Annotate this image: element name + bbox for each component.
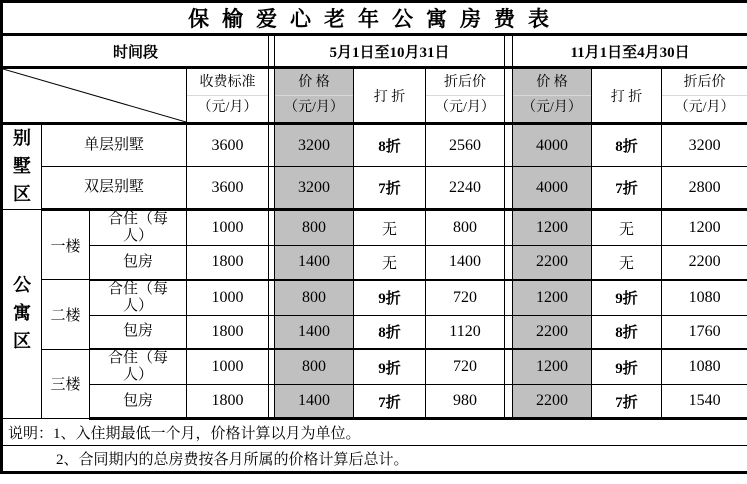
price-1: 800 [275, 210, 354, 246]
table-row [2, 385, 747, 419]
discounted-1: 1400 [426, 246, 505, 280]
price-2: 2200 [513, 315, 592, 349]
col-header-discount-1: 打 折 [354, 68, 426, 124]
col-header-discount-2: 打 折 [592, 68, 662, 124]
discount-1: 无 [354, 246, 426, 280]
room-type: 单层别墅 [42, 124, 187, 167]
price-2: 2200 [513, 246, 592, 280]
price-2: 4000 [513, 124, 592, 167]
header-period-winter: 11月1日至4月30日 [513, 35, 747, 68]
floor-label: 一楼 [42, 210, 90, 280]
section-separator [505, 124, 513, 167]
room-type: 包房 [90, 246, 187, 280]
discount-1: 7折 [354, 385, 426, 419]
standard-price: 1800 [187, 315, 269, 349]
floor-label: 二楼 [42, 280, 90, 350]
price-2: 2200 [513, 385, 592, 419]
table-row [2, 349, 747, 385]
section-separator [505, 349, 513, 385]
section-separator [505, 246, 513, 280]
note-2: 2、合同期内的总房费按各月所属的价格计算后总计。 [2, 446, 747, 473]
discount-1: 8折 [354, 124, 426, 167]
col-header-price-2: 价 格 （元/月） [513, 68, 592, 124]
col-header-standard: 收费标准 （元/月） [187, 68, 269, 124]
standard-price: 1800 [187, 246, 269, 280]
room-type: 包房 [90, 385, 187, 419]
table-row [2, 446, 747, 473]
discount-2: 8折 [592, 124, 662, 167]
floor-label: 三楼 [42, 349, 90, 419]
discounted-1: 2560 [426, 124, 505, 167]
discount-1: 无 [354, 210, 426, 246]
page-title: 保榆爱心老年公寓房费表 [2, 2, 747, 35]
standard-price: 1000 [187, 349, 269, 385]
discount-1: 9折 [354, 349, 426, 385]
room-type: 合住（每人） [90, 349, 187, 385]
header-time-period: 时间段 [2, 35, 269, 68]
price-1: 3200 [275, 124, 354, 167]
diagonal-line [3, 69, 186, 122]
col-header-price-1: 价 格 （元/月） [275, 68, 354, 124]
room-type: 合住（每人） [90, 280, 187, 316]
standard-price: 1000 [187, 210, 269, 246]
section-separator [505, 315, 513, 349]
table-row [2, 315, 747, 349]
price-1: 800 [275, 280, 354, 316]
discounted-2: 1200 [662, 210, 747, 246]
discount-2: 9折 [592, 280, 662, 316]
col-header-discounted-1: 折后价 （元/月） [426, 68, 505, 124]
discount-2: 7折 [592, 385, 662, 419]
discounted-2: 1760 [662, 315, 747, 349]
discount-2: 无 [592, 246, 662, 280]
price-2: 1200 [513, 349, 592, 385]
price-1: 800 [275, 349, 354, 385]
discount-1: 7折 [354, 167, 426, 210]
discount-2: 9折 [592, 349, 662, 385]
price-1: 1400 [275, 315, 354, 349]
discounted-1: 980 [426, 385, 505, 419]
room-type: 包房 [90, 315, 187, 349]
discounted-2: 1540 [662, 385, 747, 419]
table-row [2, 419, 747, 446]
discount-2: 无 [592, 210, 662, 246]
table-row [2, 280, 747, 316]
section-separator [505, 210, 513, 246]
section-separator [505, 385, 513, 419]
table-row [2, 246, 747, 280]
room-type: 双层别墅 [42, 167, 187, 210]
standard-price: 1000 [187, 280, 269, 316]
header-period-summer: 5月1日至10月31日 [275, 35, 505, 68]
standard-price: 3600 [187, 167, 269, 210]
price-2: 1200 [513, 210, 592, 246]
discount-1: 9折 [354, 280, 426, 316]
section-separator [505, 280, 513, 316]
price-2: 1200 [513, 280, 592, 316]
table-row [2, 167, 747, 210]
standard-price: 1800 [187, 385, 269, 419]
discount-2: 7折 [592, 167, 662, 210]
section-separator [505, 68, 513, 124]
discounted-1: 720 [426, 280, 505, 316]
discounted-2: 2800 [662, 167, 747, 210]
standard-price: 3600 [187, 124, 269, 167]
discount-2: 8折 [592, 315, 662, 349]
discounted-2: 3200 [662, 124, 747, 167]
discounted-2: 1080 [662, 280, 747, 316]
discounted-1: 720 [426, 349, 505, 385]
room-type: 合住（每人） [90, 210, 187, 246]
table-row [2, 124, 747, 167]
price-2: 4000 [513, 167, 592, 210]
discounted-1: 800 [426, 210, 505, 246]
discounted-1: 2240 [426, 167, 505, 210]
note-1: 说明：1、入住期最低一个月，价格计算以月为单位。 [2, 419, 747, 446]
discounted-2: 1080 [662, 349, 747, 385]
col-header-discounted-2: 折后价 （元/月） [662, 68, 747, 124]
price-1: 1400 [275, 385, 354, 419]
section-separator [505, 35, 513, 68]
diagonal-header-cell [2, 68, 187, 124]
discounted-2: 2200 [662, 246, 747, 280]
area-label-villa: 别墅区 [2, 124, 42, 210]
price-1: 1400 [275, 246, 354, 280]
price-1: 3200 [275, 167, 354, 210]
table-row [2, 210, 747, 246]
discounted-1: 1120 [426, 315, 505, 349]
discount-1: 8折 [354, 315, 426, 349]
area-label-apartment: 公寓区 [2, 210, 42, 419]
section-separator [505, 167, 513, 210]
